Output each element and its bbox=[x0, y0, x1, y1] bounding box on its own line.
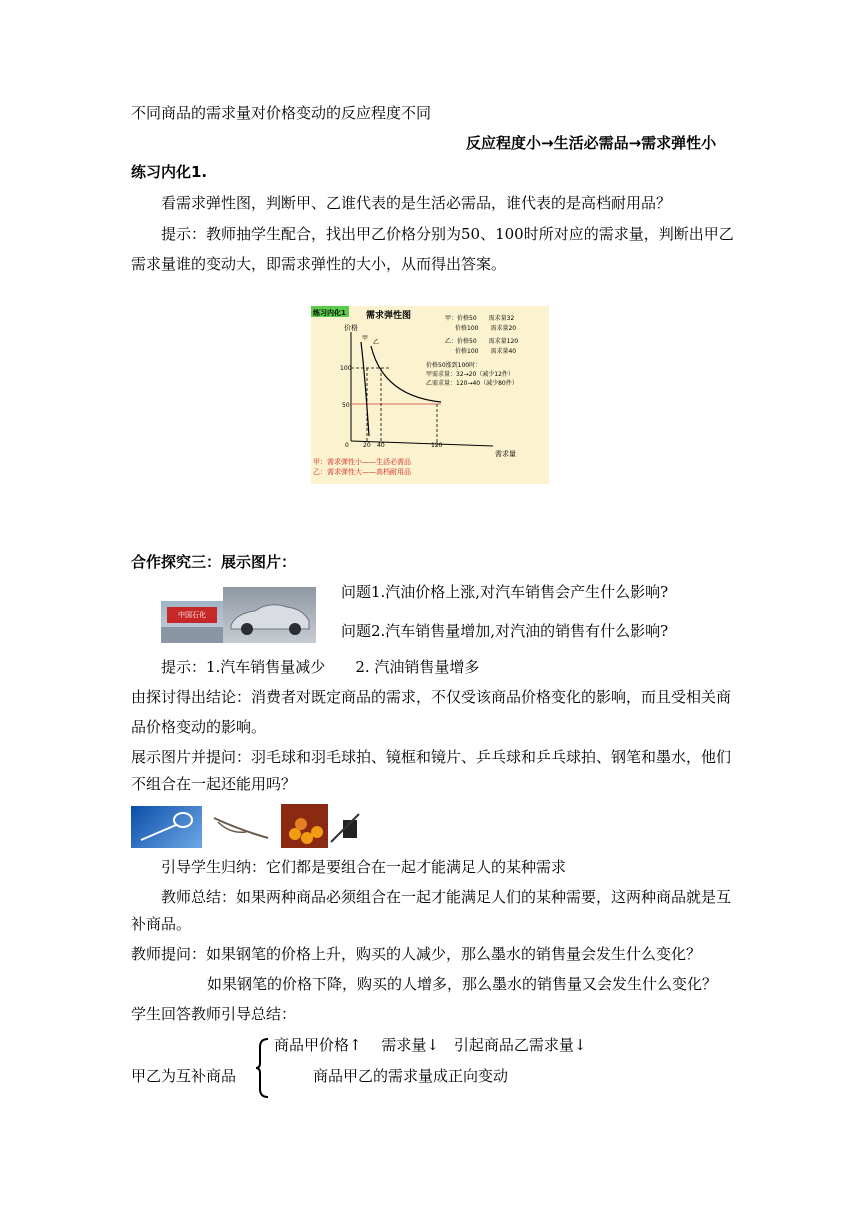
ink-bottle-icon bbox=[329, 804, 367, 848]
y-tick-label: 50 bbox=[342, 402, 350, 409]
question-1: 问题1.汽油价格上涨,对汽车销售会产生什么影响? bbox=[341, 583, 669, 601]
demand-elasticity-figure bbox=[311, 306, 549, 484]
brace-line-1: 商品甲价格↑ 需求量↓ 引起商品乙需求量↓ bbox=[274, 1036, 587, 1054]
curve-jia bbox=[361, 342, 369, 436]
racket-icon bbox=[131, 806, 202, 848]
text-line: 由探讨得出结论：消费者对既定商品的需求，不仅受该商品价格变化的影响，而且受相关商 bbox=[131, 688, 732, 706]
text-line: 教师总结：如果两种商品必须组合在一起才能满足人们的某种需要，这两种商品就是互 bbox=[161, 888, 732, 906]
x-tick-label: 20 bbox=[363, 442, 371, 449]
x-tick-label: 40 bbox=[377, 442, 385, 449]
figure-tag: 练习内化1 bbox=[313, 309, 346, 317]
pingpong-icon bbox=[281, 804, 328, 848]
text-line: 提示：教师抽学生配合，找出甲乙价格分别为50、100时所对应的需求量，判断出甲乙 bbox=[161, 225, 734, 243]
elasticity-chart-svg bbox=[311, 306, 549, 484]
info-line: 甲：价格50 需求量32 bbox=[445, 315, 515, 322]
question-2: 问题2.汽车销售量增加,对汽油的销售有什么影响? bbox=[341, 622, 669, 640]
text-line: 反应程度小→生活必需品→需求弹性小 bbox=[466, 134, 717, 152]
gas-building bbox=[161, 627, 223, 643]
text-line: 学生回答教师引导总结： bbox=[131, 1005, 297, 1023]
info-line: 乙：价格50 需求量120 bbox=[445, 338, 519, 345]
change-yi: 乙需求量：120→40（减少80件） bbox=[426, 380, 518, 387]
car-icon bbox=[223, 587, 316, 643]
text-line: 看需求弹性图，判断甲、乙谁代表的是生活必需品，谁代表的是高档耐用品？ bbox=[161, 194, 672, 212]
text-line: 提示：1.汽车销售量减少 2. 汽油销售量增多 bbox=[161, 658, 480, 676]
conclusion-yi: 乙：需求弹性大——高档耐用品 bbox=[313, 468, 411, 476]
text-line: 补商品。 bbox=[131, 915, 192, 933]
y-tick-label: 100 bbox=[340, 365, 352, 372]
figure-title: 需求弹性图 bbox=[366, 311, 412, 321]
text-line: 品价格变动的影响。 bbox=[131, 718, 267, 736]
brace-line-2: 商品甲乙的需求量成正向变动 bbox=[313, 1067, 509, 1085]
text-line: 需求量谁的变动大，即需求弹性的大小，从而得出答案。 bbox=[131, 255, 507, 273]
text-line: 不组合在一起还能用吗？ bbox=[131, 775, 297, 793]
info-line: 价格100 需求量20 bbox=[455, 325, 517, 332]
text-line: 教师提问：如果钢笔的价格上升，购买的人减少，那么墨水的销售量会发生什么变化？ bbox=[131, 945, 702, 963]
change-title: 价格50涨到100时： bbox=[426, 362, 482, 369]
gas-sign: 中国石化 bbox=[167, 607, 217, 623]
curve-label-jia: 甲 bbox=[362, 335, 369, 342]
section-heading: 合作探究三：展示图片： bbox=[131, 553, 297, 571]
text-line: 不同商品的需求量对价格变动的反应程度不同 bbox=[131, 104, 432, 122]
x-axis-label: 需求量 bbox=[495, 450, 516, 458]
curve-label-yi: 乙 bbox=[373, 339, 380, 346]
glasses-icon bbox=[210, 808, 272, 842]
text-line: 展示图片并提问：羽毛球和羽毛球拍、镜框和镜片、乒乓球和乒乓球拍、钢笔和墨水，他们 bbox=[131, 748, 732, 766]
section-heading: 练习内化1. bbox=[131, 163, 208, 181]
change-jia: 甲需求量：32→20（减少12件） bbox=[426, 371, 514, 378]
pingpong-photo bbox=[281, 804, 328, 848]
x-axis bbox=[351, 441, 493, 446]
info-line: 价格100 需求量40 bbox=[455, 348, 517, 355]
badminton-photo bbox=[131, 806, 202, 848]
gas-station-photo bbox=[161, 601, 223, 643]
text-line: 如果钢笔的价格下降，购买的人增多，那么墨水的销售量又会发生什么变化？ bbox=[207, 975, 718, 993]
x-tick-label: 120 bbox=[431, 442, 443, 449]
y-axis-label: 价格 bbox=[344, 324, 358, 332]
pen-ink-photo bbox=[329, 804, 367, 848]
car-photo bbox=[223, 587, 316, 643]
conclusion-jia: 甲：需求弹性小——生活必需品 bbox=[313, 458, 411, 466]
y-tick-label: 0 bbox=[345, 442, 349, 449]
brace-icon bbox=[256, 1037, 270, 1099]
text-line: 引导学生归纳：它们都是要组合在一起才能满足人的某种需求 bbox=[161, 858, 567, 876]
glasses-photo bbox=[210, 808, 272, 842]
brace-label: 甲乙为互补商品 bbox=[131, 1067, 237, 1085]
